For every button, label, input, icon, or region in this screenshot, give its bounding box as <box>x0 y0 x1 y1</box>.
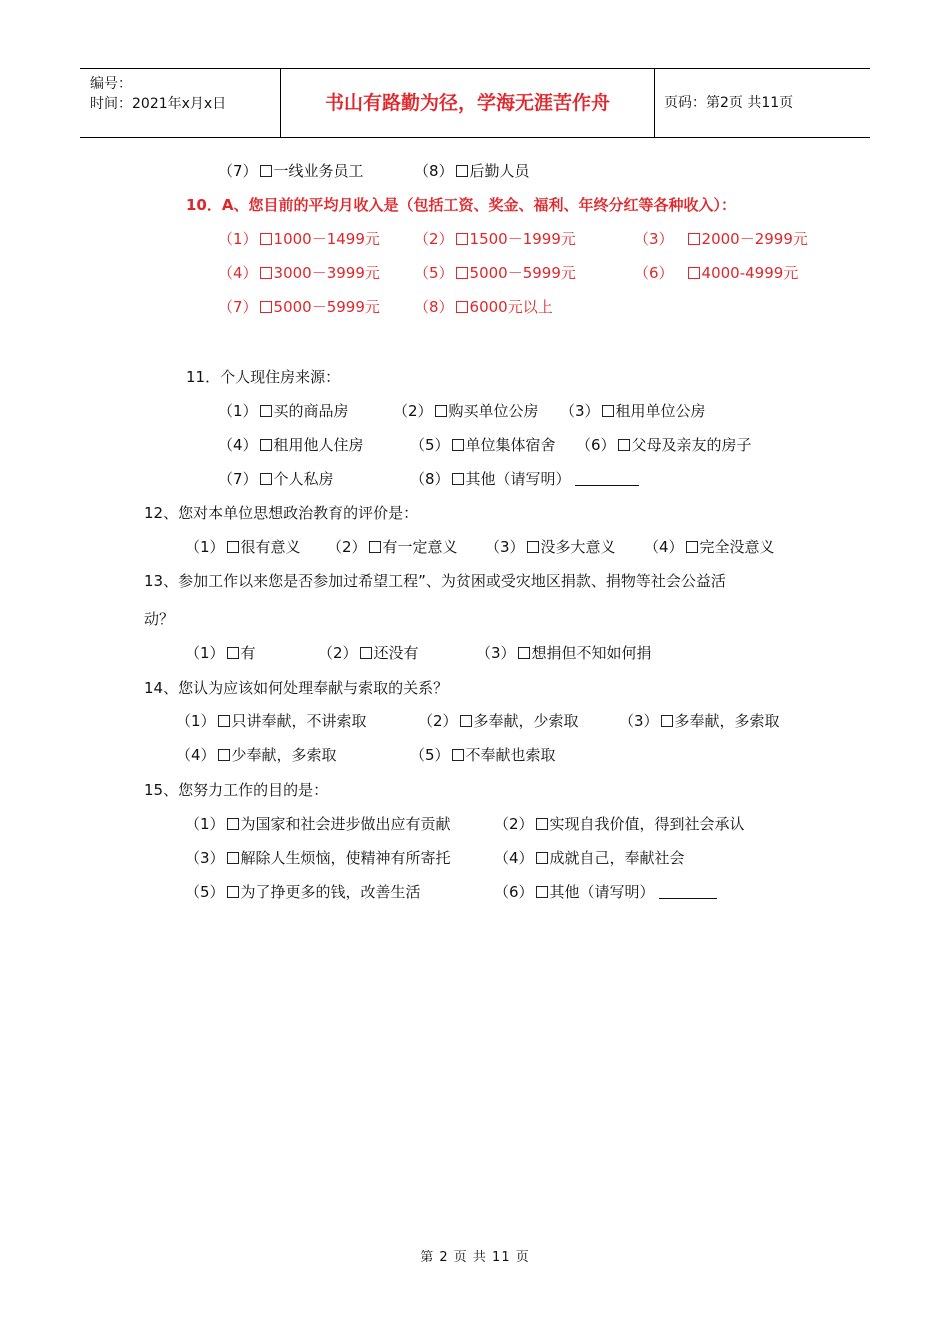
checkbox[interactable] <box>260 301 272 313</box>
option-label: 5000－5999元 <box>469 264 576 282</box>
checkbox[interactable] <box>688 267 700 279</box>
q14-option-3[interactable] <box>619 710 780 732</box>
option-number: （3） <box>560 402 600 420</box>
option-label: 个人私房 <box>273 470 334 488</box>
option-label: 4000-4999元 <box>701 264 799 282</box>
q15-option-6[interactable] <box>494 881 717 903</box>
option-number: （7） <box>218 298 258 316</box>
page-footer: 第 2 页 共 11 页 <box>420 1250 530 1265</box>
option-label: 1500－1999元 <box>469 230 576 248</box>
q15-option-5[interactable] <box>185 881 421 903</box>
q10-option-7[interactable] <box>218 296 380 318</box>
option-label: 只讲奉献，不讲索取 <box>231 712 367 730</box>
option-label: 租用他人住房 <box>273 436 364 454</box>
option-number: （6） <box>494 883 534 901</box>
q15-row-2 <box>0 847 950 869</box>
option-label: 有 <box>240 644 256 662</box>
q11-title: 11．个人现住房来源： <box>186 368 341 386</box>
checkbox[interactable] <box>456 165 468 177</box>
option-label: 实现自我价值，得到社会承认 <box>549 815 745 833</box>
q11-option-4[interactable] <box>218 434 364 456</box>
option-number: （3） <box>485 538 525 556</box>
q12-option-2[interactable] <box>327 536 458 558</box>
option-number: （8） <box>414 298 454 316</box>
q9-options-row <box>0 160 950 182</box>
option-number: （4） <box>176 746 216 764</box>
option-label: 为国家和社会进步做出应有贡献 <box>240 815 451 833</box>
checkbox[interactable] <box>360 647 372 659</box>
header-divider <box>654 69 655 137</box>
option-number: （6） <box>634 264 674 282</box>
option-label: 多奉献，多索取 <box>674 712 780 730</box>
option-number: （3） <box>634 230 674 248</box>
q15-option-4[interactable] <box>494 847 685 869</box>
q12-option-1[interactable] <box>185 536 301 558</box>
checkbox[interactable] <box>260 267 272 279</box>
option-number: （1） <box>176 712 216 730</box>
option-label: 完全没意义 <box>699 538 775 556</box>
checkbox[interactable] <box>260 233 272 245</box>
checkbox[interactable] <box>227 886 239 898</box>
option-label: 租用单位公房 <box>615 402 706 420</box>
number-label: 编号： <box>90 76 132 92</box>
q13-title-line-2: 动？ <box>144 610 175 628</box>
option-number: （1） <box>185 644 225 662</box>
checkbox[interactable] <box>456 267 468 279</box>
option-number: （5） <box>185 883 225 901</box>
option-number: （5） <box>410 746 450 764</box>
q11-option-6[interactable] <box>576 434 752 456</box>
q10-option-3[interactable] <box>634 228 808 250</box>
option-label: 其他（请写明） <box>465 470 571 488</box>
option-label: 成就自己，奉献社会 <box>549 849 685 867</box>
q10-option-4[interactable] <box>218 262 380 284</box>
q9-option-7[interactable] <box>218 160 364 182</box>
checkbox[interactable] <box>536 818 548 830</box>
option-number: （3） <box>619 712 659 730</box>
q12-row-1 <box>0 536 950 558</box>
option-label: 还没有 <box>373 644 419 662</box>
q11-option-8[interactable] <box>410 468 639 490</box>
q14-option-5[interactable] <box>410 744 556 766</box>
option-number: （1） <box>218 230 258 248</box>
option-label: 解除人生烦恼，使精神有所寄托 <box>240 849 451 867</box>
checkbox[interactable] <box>688 233 700 245</box>
q12-title: 12、您对本单位思想政治教育的评价是： <box>144 504 419 522</box>
q10-option-6[interactable] <box>634 262 798 284</box>
q10-option-1[interactable] <box>218 228 380 250</box>
q14-row-1 <box>0 710 950 732</box>
option-number: （5） <box>414 264 454 282</box>
checkbox[interactable] <box>260 405 272 417</box>
checkbox[interactable] <box>452 439 464 451</box>
option-number: （1） <box>218 402 258 420</box>
option-label: 5000－5999元 <box>273 298 380 316</box>
checkbox[interactable] <box>227 852 239 864</box>
write-in-blank[interactable] <box>575 471 639 486</box>
option-number: （7） <box>218 162 258 180</box>
option-number: （3） <box>185 849 225 867</box>
option-label: 单位集体宿舍 <box>465 436 556 454</box>
option-number: （2） <box>393 402 433 420</box>
write-in-blank[interactable] <box>659 884 717 899</box>
q12-option-4[interactable] <box>644 536 775 558</box>
q15-option-3[interactable] <box>185 847 451 869</box>
option-label: 想捐但不知如何捐 <box>531 644 652 662</box>
checkbox[interactable] <box>661 715 673 727</box>
time-label: 时间：2021年x月x日 <box>90 96 227 112</box>
checkbox[interactable] <box>518 647 530 659</box>
q10-option-8[interactable] <box>414 296 553 318</box>
q11-option-2[interactable] <box>393 400 539 422</box>
checkbox[interactable] <box>452 749 464 761</box>
option-label: 其他（请写明） <box>549 883 655 901</box>
option-label: 父母及亲友的房子 <box>631 436 752 454</box>
option-number: （6） <box>576 436 616 454</box>
q15-row-1 <box>0 813 950 835</box>
checkbox[interactable] <box>260 439 272 451</box>
page-header <box>80 68 870 138</box>
q15-row-3 <box>0 881 950 903</box>
checkbox[interactable] <box>618 439 630 451</box>
option-number: （2） <box>327 538 367 556</box>
q11-row-2 <box>0 434 950 456</box>
checkbox[interactable] <box>456 233 468 245</box>
checkbox[interactable] <box>260 165 272 177</box>
option-label: 一线业务员工 <box>273 162 364 180</box>
option-number: （4） <box>218 436 258 454</box>
q11-option-3[interactable] <box>560 400 706 422</box>
q12-option-3[interactable] <box>485 536 616 558</box>
option-label: 很有意义 <box>240 538 301 556</box>
option-label: 1000－1499元 <box>273 230 380 248</box>
checkbox[interactable] <box>218 715 230 727</box>
checkbox[interactable] <box>435 405 447 417</box>
q10-option-2[interactable] <box>414 228 576 250</box>
q11-option-7[interactable] <box>218 468 334 490</box>
header-page-info: 页码：第2页 共11页 <box>664 95 794 111</box>
checkbox[interactable] <box>227 647 239 659</box>
header-motto: 书山有路勤为径，学海无涯苦作舟 <box>324 92 610 114</box>
q13-option-3[interactable] <box>476 642 652 664</box>
checkbox[interactable] <box>227 541 239 553</box>
q10-row-1 <box>0 228 950 250</box>
option-number: （4） <box>218 264 258 282</box>
q9-option-8[interactable] <box>414 160 530 182</box>
option-label: 2000－2999元 <box>701 230 808 248</box>
q11-option-1[interactable] <box>218 400 349 422</box>
option-number: （5） <box>410 436 450 454</box>
checkbox[interactable] <box>686 541 698 553</box>
option-number: （2） <box>494 815 534 833</box>
option-number: （3） <box>476 644 516 662</box>
q13-option-2[interactable] <box>318 642 419 664</box>
option-number: （1） <box>185 815 225 833</box>
option-number: （2） <box>414 230 454 248</box>
checkbox[interactable] <box>460 715 472 727</box>
option-label: 多奉献，少索取 <box>473 712 579 730</box>
option-label: 为了挣更多的钱，改善生活 <box>240 883 421 901</box>
q10-option-5[interactable] <box>414 262 576 284</box>
q14-title: 14、您认为应该如何处理奉献与索取的关系？ <box>144 679 449 697</box>
q11-row-1 <box>0 400 950 422</box>
checkbox[interactable] <box>452 473 464 485</box>
checkbox[interactable] <box>527 541 539 553</box>
q15-option-1[interactable] <box>185 813 451 835</box>
checkbox[interactable] <box>218 749 230 761</box>
q11-row-3 <box>0 468 950 490</box>
checkbox[interactable] <box>536 852 548 864</box>
q10-row-2 <box>0 262 950 284</box>
option-number: （4） <box>494 849 534 867</box>
q10-title: 10．A、您目前的平均月收入是（包括工资、奖金、福利、年终分红等各种收入）： <box>186 196 736 214</box>
option-label: 购买单位公房 <box>448 402 539 420</box>
option-number: （1） <box>185 538 225 556</box>
q14-option-2[interactable] <box>418 710 579 732</box>
q10-row-3 <box>0 296 950 318</box>
option-number: （4） <box>644 538 684 556</box>
q13-option-1[interactable] <box>185 642 256 664</box>
option-label: 6000元以上 <box>469 298 553 316</box>
option-number: （2） <box>418 712 458 730</box>
q15-option-2[interactable] <box>494 813 745 835</box>
option-number: （8） <box>410 470 450 488</box>
checkbox[interactable] <box>602 405 614 417</box>
q13-title-line-1: 13、参加工作以来您是否参加过希望工程”、为贫困或受灾地区捐款、捐物等社会公益活 <box>144 572 726 590</box>
option-label: 不奉献也索取 <box>465 746 556 764</box>
option-number: （8） <box>414 162 454 180</box>
checkbox[interactable] <box>456 301 468 313</box>
q14-row-2 <box>0 744 950 766</box>
checkbox[interactable] <box>227 818 239 830</box>
q11-option-5[interactable] <box>410 434 556 456</box>
header-meta <box>80 69 280 137</box>
option-label: 有一定意义 <box>382 538 458 556</box>
checkbox[interactable] <box>536 886 548 898</box>
q14-option-4[interactable] <box>176 744 337 766</box>
q13-row-1 <box>0 642 950 664</box>
option-number: （7） <box>218 470 258 488</box>
option-label: 少奉献，多索取 <box>231 746 337 764</box>
checkbox[interactable] <box>260 473 272 485</box>
option-label: 买的商品房 <box>273 402 349 420</box>
checkbox[interactable] <box>369 541 381 553</box>
q14-option-1[interactable] <box>176 710 367 732</box>
option-label: 没多大意义 <box>540 538 616 556</box>
option-label: 后勤人员 <box>469 162 530 180</box>
option-label: 3000－3999元 <box>273 264 380 282</box>
option-number: （2） <box>318 644 358 662</box>
q15-title: 15、您努力工作的目的是： <box>144 781 329 799</box>
